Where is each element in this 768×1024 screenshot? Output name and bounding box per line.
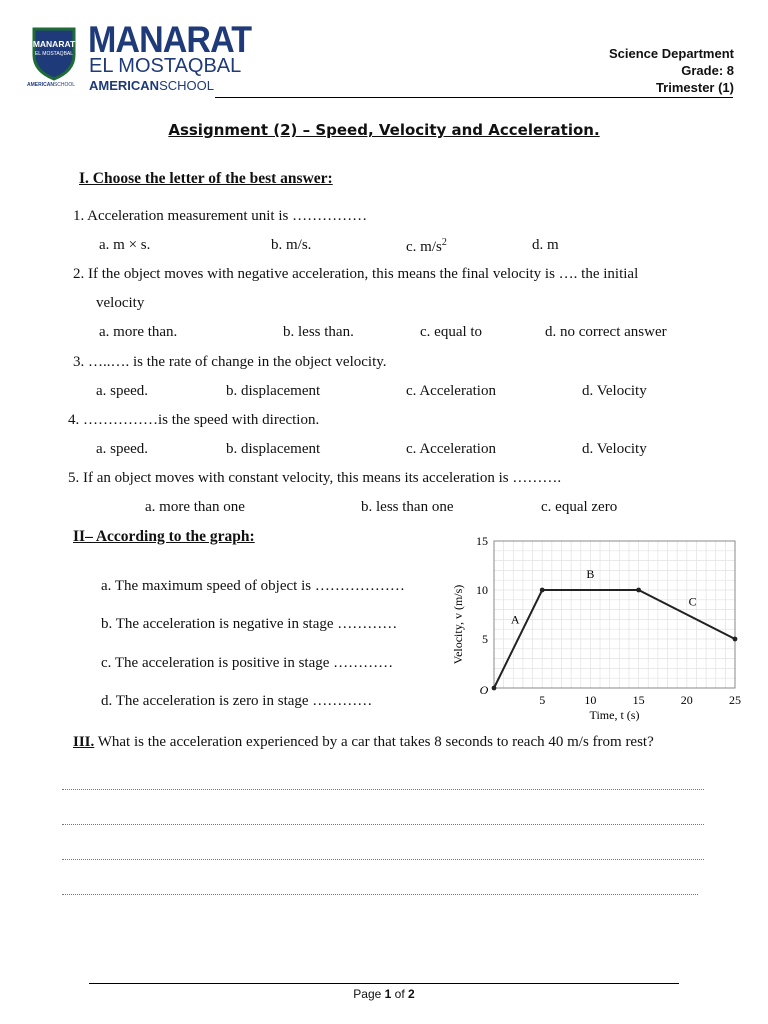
section-1-title: I. Choose the letter of the best answer: (79, 170, 333, 187)
q4-option-d: d. Velocity (582, 441, 647, 457)
q4-option-a: a. speed. (96, 441, 149, 457)
logo-text-main: MANARAT (32, 39, 76, 49)
q2-option-a: a. more than. (99, 324, 178, 340)
y-tick-label: 15 (476, 534, 488, 548)
q5-option-c: c. equal zero (541, 499, 618, 515)
answer-line-2[interactable] (62, 824, 704, 825)
q3-option-c: c. Acceleration (406, 383, 496, 399)
q2-option-d: d. no correct answer (545, 324, 667, 340)
school-logo (27, 25, 77, 88)
trimester-label: Trimester (1) (655, 80, 734, 95)
q1-option-b: b. m/s. (271, 237, 312, 253)
q1-option-d: d. m (532, 237, 559, 253)
graph-question-d: d. The acceleration is zero in stage ………… (101, 693, 373, 709)
velocity-time-graph (445, 530, 750, 725)
answer-line-1[interactable] (62, 789, 704, 790)
x-tick-label: 5 (539, 693, 546, 707)
graph-question-b: b. The acceleration is negative in stage ………… (101, 616, 398, 632)
data-point (540, 588, 545, 593)
q3-option-d: d. Velocity (582, 383, 647, 399)
answer-line-3[interactable] (62, 859, 704, 860)
graph-question-c: c. The acceleration is positive in stage ………… (101, 655, 394, 671)
assignment-title: Assignment (2) – Speed, Velocity and Acceleration. (168, 121, 600, 139)
stage-label-c: C (688, 594, 697, 609)
graph-question-a: a. The maximum speed of object is ……………… (101, 578, 405, 594)
q4-option-b: b. displacement (226, 441, 321, 457)
grade-label: Grade: 8 (681, 63, 734, 78)
logo-text-sub: EL MOSTAQBAL (34, 51, 74, 57)
q1-option-c: c. $m/s^2$ (406, 237, 447, 255)
x-tick-label: 20 (680, 693, 693, 707)
department-label: Science Department (609, 46, 734, 61)
y-axis-label: Velocity, v (m/s) (451, 584, 465, 665)
x-tick-label: 10 (584, 693, 597, 707)
q5-option-a: a. more than one (145, 499, 245, 515)
data-point (733, 637, 738, 642)
y-tick-label: 5 (482, 632, 488, 646)
q3-option-a: a. speed. (96, 383, 149, 399)
data-point (636, 588, 641, 593)
header-divider (215, 97, 733, 98)
brand-name: MANARAT (88, 19, 252, 60)
x-axis-label: Time, t (s) (589, 708, 640, 722)
question-2-cont: velocity (96, 295, 145, 311)
y-tick-label: 10 (476, 583, 488, 597)
stage-label-b: B (586, 567, 595, 582)
q1-option-a: a. m × s. (99, 237, 151, 253)
section-2-title: II– According to the graph: (73, 528, 255, 545)
q5-option-b: b. less than one (361, 499, 454, 515)
logo-school-line: AMERICANSCHOOL (27, 82, 76, 88)
page-number: Page 1 of 2 (353, 987, 415, 1001)
data-point (492, 686, 497, 691)
q4-option-c: c. Acceleration (406, 441, 496, 457)
q2-option-b: b. less than. (283, 324, 354, 340)
question-4: 4. ……………is the speed with direction. (68, 412, 320, 428)
q2-option-c: c. equal to (420, 324, 483, 340)
stage-label-a: A (510, 612, 520, 627)
brand-subtitle: EL MOSTAQBAL (89, 55, 242, 77)
footer-divider (89, 983, 679, 984)
x-tick-label: 25 (729, 693, 741, 707)
answer-line-4[interactable] (62, 894, 698, 895)
question-2: 2. If the object moves with negative acceleration, this means the final velocity is …. the initial (73, 266, 639, 282)
origin-label: O (479, 683, 489, 697)
brand-school: AMERICANSCHOOL (89, 78, 214, 93)
x-tick-label: 15 (632, 693, 645, 707)
question-3: 3. …..…. is the rate of change in the object velocity. (73, 354, 387, 370)
q3-option-b: b. displacement (226, 383, 321, 399)
question-5: 5. If an object moves with constant velocity, this means its acceleration is ………. (68, 470, 562, 486)
question-1: 1. Acceleration measurement unit is …………… (73, 208, 368, 224)
question-3-prompt: III. What is the acceleration experienced by a car that takes 8 seconds to reach 40 m/s from rest? (73, 734, 654, 750)
